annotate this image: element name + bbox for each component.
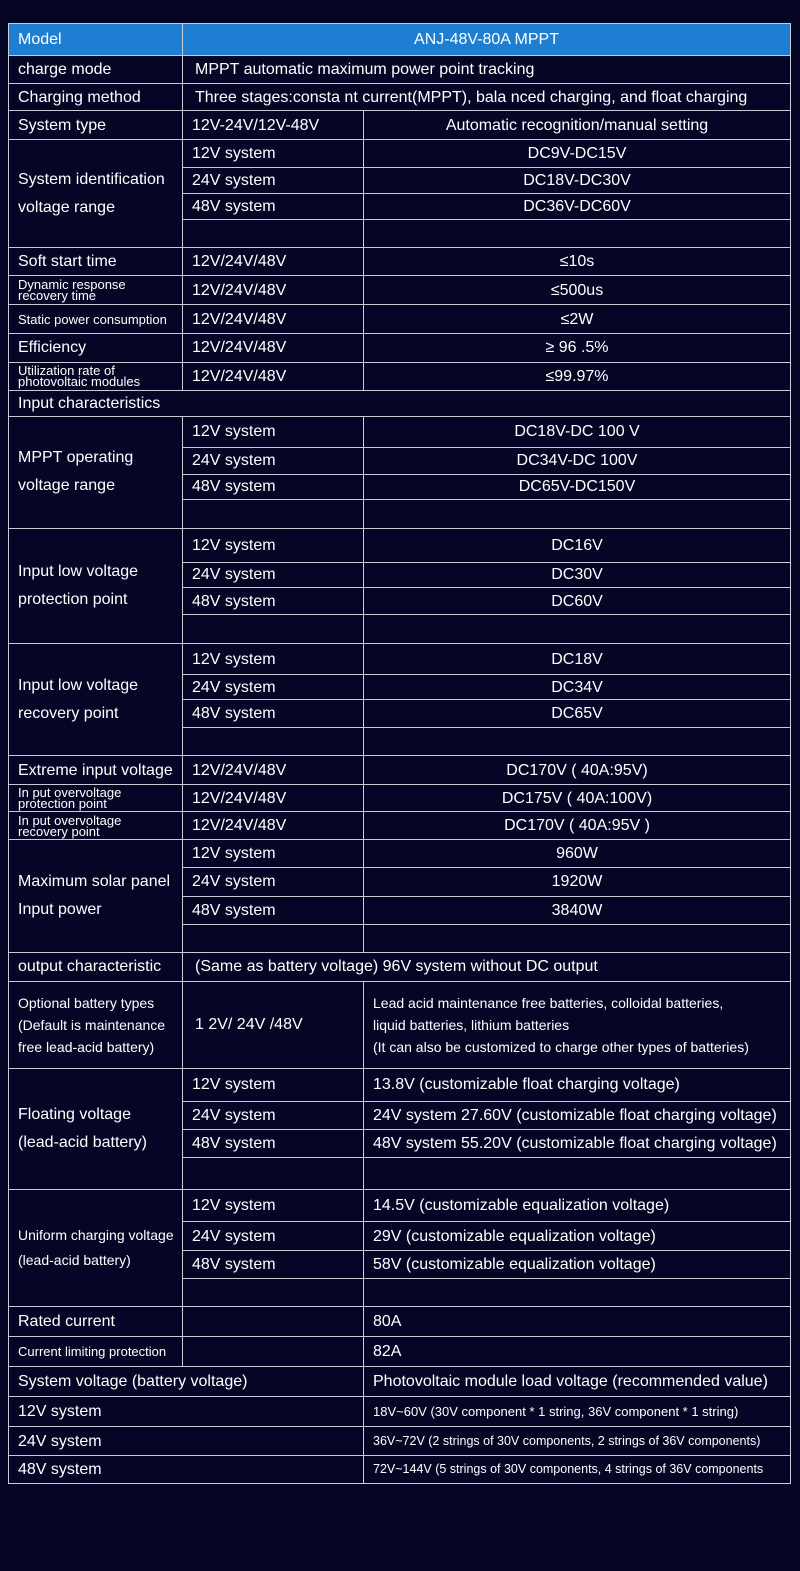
row-value: 72V~144V (5 strings of 30V components, 4 strings of 36V components — [364, 1456, 791, 1484]
system-type-row — [9, 111, 791, 140]
row-system: 12V/24V/48V — [183, 785, 364, 812]
mppt-label: MPPT operating voltage range — [9, 416, 183, 528]
row-value: 13.8V (customizable float charging voltage) — [364, 1068, 791, 1101]
row-value: DC34V — [364, 675, 791, 700]
row-value: DC18V-DC 100 V — [364, 416, 791, 447]
row-value: 24V system 27.60V (customizable float charging voltage) — [364, 1101, 791, 1129]
row-value: DC9V-DC15V — [364, 140, 791, 168]
row-system: 24V system — [9, 1427, 364, 1456]
input-section-row — [9, 390, 791, 416]
low-protect-row-12v — [9, 528, 791, 562]
mppt-row-12v — [9, 416, 791, 447]
load-row-12v — [9, 1397, 791, 1427]
row-system: 48V system — [183, 1129, 364, 1157]
uniform-label: Uniform charging voltage (lead-acid battery) — [9, 1190, 183, 1307]
row-system: 12V/24V/48V — [183, 362, 364, 390]
model-label: Model — [9, 24, 183, 56]
row-system: 12V system — [183, 1190, 364, 1222]
row-system: 12V/24V/48V — [183, 248, 364, 276]
low-protect-label: Input low voltage protection point — [9, 528, 183, 643]
dynamic-row — [9, 276, 791, 305]
row-value: 1920W — [364, 868, 791, 896]
row-value: 82A — [364, 1337, 791, 1367]
row-label: Efficiency — [9, 333, 183, 362]
charging-method-row — [9, 84, 791, 111]
row-system: 24V system — [183, 562, 364, 587]
row-value: DC60V — [364, 587, 791, 614]
row-label: charge mode — [9, 56, 183, 84]
row-value: DC18V-DC30V — [364, 168, 791, 194]
row-system: 12V system — [183, 416, 364, 447]
low-recover-row-12v — [9, 644, 791, 675]
row-value: (Same as battery voltage) 96V system without DC output — [183, 952, 791, 981]
row-label: System type — [9, 111, 183, 140]
row-value: 58V (customizable equalization voltage) — [364, 1251, 791, 1279]
load-row-24v — [9, 1427, 791, 1456]
row-value: ≤2W — [364, 305, 791, 333]
row-label: Extreme input voltage — [9, 756, 183, 785]
battery-types-row — [9, 981, 791, 1068]
row-value: 80A — [364, 1307, 791, 1337]
load-header-right: Photovoltaic module load voltage (recommended value) — [364, 1367, 791, 1397]
row-value: 36V~72V (2 strings of 30V components, 2 strings of 36V components) — [364, 1427, 791, 1456]
row-system: 48V system — [183, 700, 364, 728]
section-title: Input characteristics — [9, 390, 791, 416]
sys-id-row-12v — [9, 140, 791, 168]
output-row — [9, 952, 791, 981]
row-system: 24V system — [183, 1222, 364, 1251]
row-value: 18V~60V (30V component * 1 string, 36V component * 1 string) — [364, 1397, 791, 1427]
max-solar-label: Maximum solar panel Input power — [9, 840, 183, 952]
row-system: 12V/24V/48V — [183, 276, 364, 305]
row-system: 12V/24V/48V — [183, 333, 364, 362]
row-value: 960W — [364, 840, 791, 868]
row-label: Rated current — [9, 1307, 183, 1337]
spec-table — [8, 23, 791, 1484]
efficiency-row — [9, 333, 791, 362]
row-system: 12V/24V/48V — [183, 812, 364, 840]
uniform-row-12v — [9, 1190, 791, 1222]
row-system: 12V-24V/12V-48V — [183, 111, 364, 140]
row-value: ≤99.97% — [364, 362, 791, 390]
row-system: 1 2V/ 24V /48V — [183, 981, 364, 1068]
floating-label: Floating voltage (lead-acid battery) — [9, 1068, 183, 1189]
row-system: 12V system — [183, 528, 364, 562]
row-system: 12V system — [183, 140, 364, 168]
load-header-left: System voltage (battery voltage) — [9, 1367, 364, 1397]
row-system: 24V system — [183, 868, 364, 896]
row-label: Utilization rate of photovoltaic modules — [9, 362, 183, 390]
row-value: ≥ 96 .5% — [364, 333, 791, 362]
row-value: ≤500us — [364, 276, 791, 305]
current-limit-row — [9, 1337, 791, 1367]
row-label: Soft start time — [9, 248, 183, 276]
static-power-row — [9, 305, 791, 333]
row-system: 12V/24V/48V — [183, 305, 364, 333]
row-value: DC16V — [364, 528, 791, 562]
floating-row-12v — [9, 1068, 791, 1101]
row-value: ≤10s — [364, 248, 791, 276]
row-value: DC170V ( 40A:95V ) — [364, 812, 791, 840]
row-label: In put overvoltage protection point — [9, 785, 183, 812]
ov-protect-row — [9, 785, 791, 812]
row-label: output characteristic — [9, 952, 183, 981]
rated-current-row — [9, 1307, 791, 1337]
row-value: Automatic recognition/manual setting — [364, 111, 791, 140]
row-value: Three stages:consta nt current(MPPT), bala nced charging, and float charging — [183, 84, 791, 111]
load-header-row — [9, 1367, 791, 1397]
row-system: 48V system — [183, 194, 364, 220]
row-value: DC36V-DC60V — [364, 194, 791, 220]
row-value: DC175V ( 40A:100V) — [364, 785, 791, 812]
row-system: 12V system — [183, 644, 364, 675]
row-value: 48V system 55.20V (customizable float charging voltage) — [364, 1129, 791, 1157]
row-label: Current limiting protection — [9, 1337, 183, 1367]
utilization-row — [9, 362, 791, 390]
row-system: 12V/24V/48V — [183, 756, 364, 785]
row-value: DC65V — [364, 700, 791, 728]
row-value: 14.5V (customizable equalization voltage) — [364, 1190, 791, 1222]
row-system: 48V system — [183, 474, 364, 499]
row-system: 48V system — [183, 896, 364, 924]
row-system: 24V system — [183, 675, 364, 700]
header-row — [9, 24, 791, 56]
load-row-48v — [9, 1456, 791, 1484]
row-value: 3840W — [364, 896, 791, 924]
row-system: 48V system — [9, 1456, 364, 1484]
row-value: Lead acid maintenance free batteries, colloidal batteries, liquid batteries, lithium batteries (It can also be customized to charge other types of batteries) — [364, 981, 791, 1068]
max-solar-row-12v — [9, 840, 791, 868]
row-label: In put overvoltage recovery point — [9, 812, 183, 840]
row-value: DC30V — [364, 562, 791, 587]
row-value: DC18V — [364, 644, 791, 675]
ov-recover-row — [9, 812, 791, 840]
row-system: 24V system — [183, 168, 364, 194]
row-system: 24V system — [183, 447, 364, 474]
row-system: 12V system — [9, 1397, 364, 1427]
row-value: DC65V-DC150V — [364, 474, 791, 499]
row-system: 48V system — [183, 587, 364, 614]
row-label: Static power consumption — [9, 305, 183, 333]
extreme-row — [9, 756, 791, 785]
row-value: DC34V-DC 100V — [364, 447, 791, 474]
row-system: 12V system — [183, 1068, 364, 1101]
row-value: MPPT automatic maximum power point tracking — [183, 56, 791, 84]
low-recover-label: Input low voltage recovery point — [9, 644, 183, 756]
model-value: ANJ-48V-80A MPPT — [183, 24, 791, 56]
sys-id-label: System identification voltage range — [9, 140, 183, 248]
charge-mode-row — [9, 56, 791, 84]
row-system: 48V system — [183, 1251, 364, 1279]
row-value: 29V (customizable equalization voltage) — [364, 1222, 791, 1251]
soft-start-row — [9, 248, 791, 276]
row-system: 24V system — [183, 1101, 364, 1129]
row-value: DC170V ( 40A:95V) — [364, 756, 791, 785]
row-system: 12V system — [183, 840, 364, 868]
row-label: Optional battery types (Default is maintenance free lead-acid battery) — [9, 981, 183, 1068]
row-label: Dynamic response recovery time — [9, 276, 183, 305]
row-label: Charging method — [9, 84, 183, 111]
